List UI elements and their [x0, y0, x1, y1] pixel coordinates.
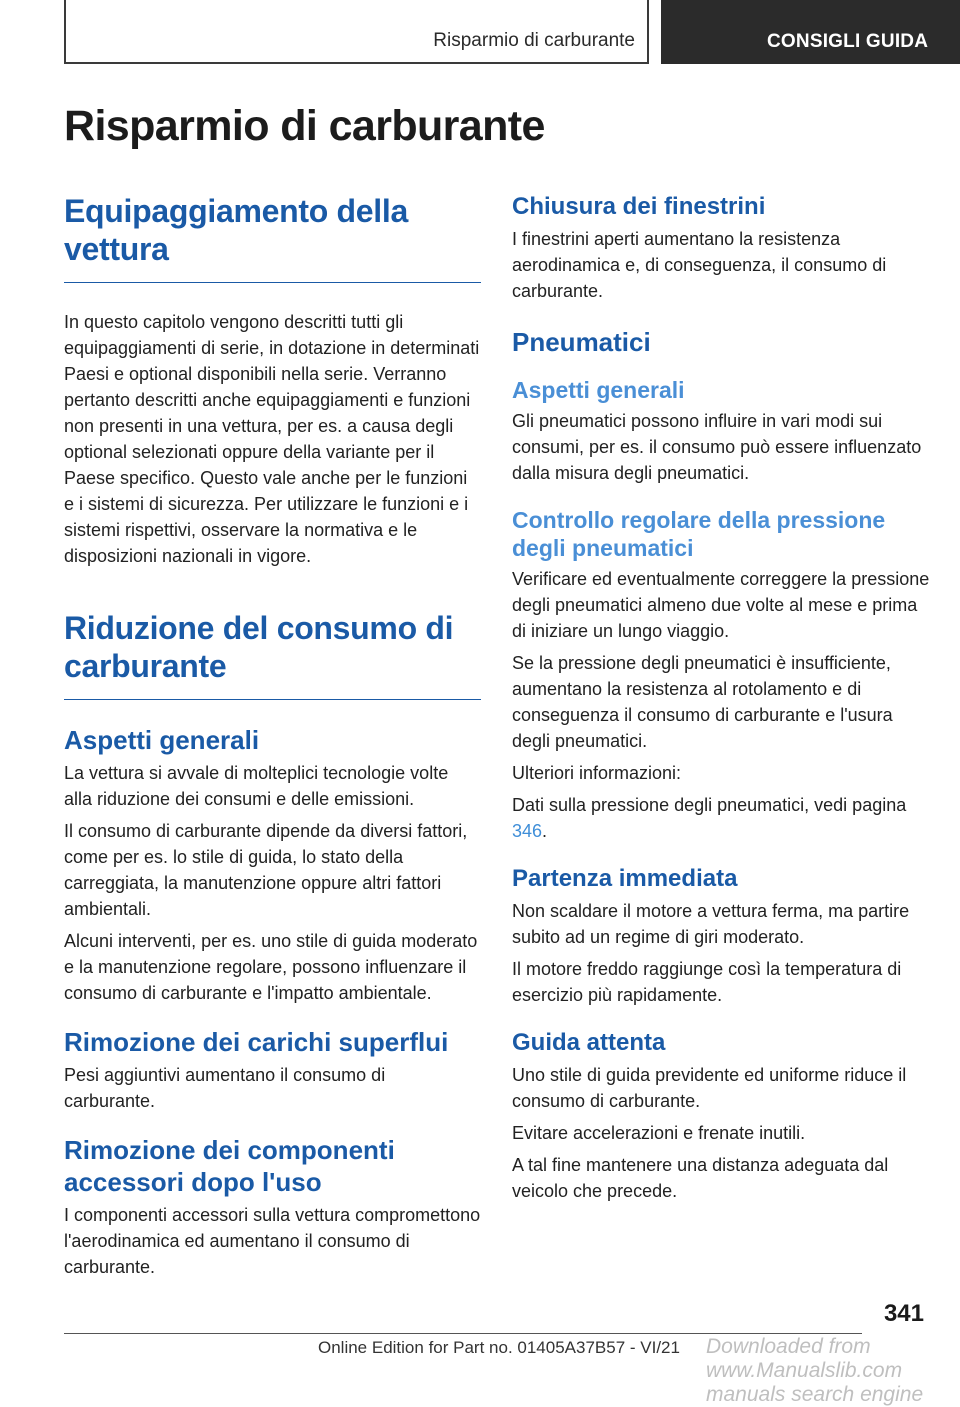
pressure-text-4-prefix: Dati sulla pressione degli pneumatici, vedi pagina [512, 795, 907, 815]
careful-text-1: Uno stile di guida previdente ed uniforme riduce il consumo di carburante. [512, 1065, 907, 1111]
pressure-heading: Controllo regolare della pressione degli pneumatici [512, 507, 886, 561]
reduction-divider [64, 699, 481, 700]
left-column [64, 192, 481, 1280]
tyres-heading: Pneumatici [512, 327, 651, 357]
page-reference-link[interactable]: 346 [512, 821, 543, 841]
equipment-heading: Equipaggiamento della vettura [64, 193, 408, 267]
accessories-text: I componenti accessori sulla vettura compromettono l'aerodinamica ed aumentano il consumo di carburante. [64, 1205, 481, 1277]
pressure-text-2: Se la pressione degli pneumatici è insufficiente, aumentano la resistenza al rotolamento e di conseguenza il consumo di carburante e l'usura degli pneumatici. [512, 653, 893, 751]
general-text-1: La vettura si avvale di molteplici tecnologie volte alla riduzione dei consumi e delle emissioni. [64, 763, 449, 809]
footer-divider [64, 1333, 862, 1334]
edition-info: Online Edition for Part no. 01405A37B57 - VI/21 [318, 1338, 680, 1357]
windows-heading: Chiusura dei finestrini [512, 193, 766, 220]
page-title: Risparmio di carburante [64, 102, 545, 150]
start-text-1: Non scaldare il motore a vettura ferma, ma partire subito ad un regime di giri moderato. [512, 901, 910, 947]
pressure-text-1: Verificare ed eventualmente correggere la pressione degli pneumatici almeno due volte al mese e prima di iniziare un lungo viaggio. [512, 569, 930, 641]
pressure-text-4-suffix: . [542, 821, 548, 841]
careful-text-3: A tal fine mantenere una distanza adeguata dal veicolo che precede. [512, 1155, 889, 1201]
start-heading: Partenza immediata [512, 865, 738, 892]
tyres-general-heading: Aspetti generali [512, 377, 685, 403]
loads-text: Pesi aggiuntivi aumentano il consumo di carburante. [64, 1065, 386, 1111]
start-text-2: Il motore freddo raggiunge così la temperatura di esercizio più rapidamente. [512, 959, 902, 1005]
tyres-general-text: Gli pneumatici possono influire in vari modi sui consumi, per es. il consumo può essere influenzato dalla misura degli pneumatici. [512, 411, 922, 483]
header-section-box [64, 0, 649, 64]
page-number: 341 [883, 1300, 924, 1327]
accessories-heading: Rimozione dei componenti accessori dopo l'uso [64, 1135, 395, 1197]
header-section-title: Risparmio di carburante [433, 30, 635, 51]
header-chapter-box [661, 0, 960, 64]
pressure-text-3: Ulteriori informazioni: [512, 763, 682, 783]
watermark: Downloaded from www.Manualslib.com manuals search engine [706, 1335, 924, 1406]
equipment-text: In questo capitolo vengono descritti tutti gli equipaggiamenti di serie, in dotazione in determinati Paesi e optional disponibili nella serie. Verranno pertanto descritti anche equipaggiamenti e funzioni non presenti in una vettura, per es. a causa degli optional selezionati oppure della variante per il Paese specifico. Questo vale anche per le funzioni e i sistemi di sicurezza. Per utilizzare le funzioni e i sistemi rispettivi, osservare la normativa e le disposizioni nazionali in vigore. [64, 312, 480, 566]
header-chapter-title: CONSIGLI GUIDA [767, 31, 929, 52]
pressure-text-4 [512, 792, 930, 844]
careful-text-2: Evitare accelerazioni e frenate inutili. [512, 1123, 806, 1143]
careful-heading: Guida attenta [512, 1029, 666, 1056]
windows-text: I finestrini aperti aumentano la resistenza aerodinamica e, di conseguenza, il consumo di carburante. [512, 229, 887, 301]
reduction-heading: Riduzione del consumo di carburante [64, 610, 454, 684]
equipment-divider [64, 282, 481, 283]
general-heading: Aspetti generali [64, 725, 260, 755]
general-text-3: Alcuni interventi, per es. uno stile di guida moderato e la manutenzione regolare, possono influenzare il consumo di carburante e l'impatto ambientale. [64, 931, 478, 1003]
loads-heading: Rimozione dei carichi superflui [64, 1027, 449, 1057]
right-column [512, 192, 930, 1204]
general-text-2: Il consumo di carburante dipende da diversi fattori, come per es. lo stile di guida, lo stato della carreggiata, la manutenzione oppure altri fattori ambientali. [64, 821, 468, 919]
